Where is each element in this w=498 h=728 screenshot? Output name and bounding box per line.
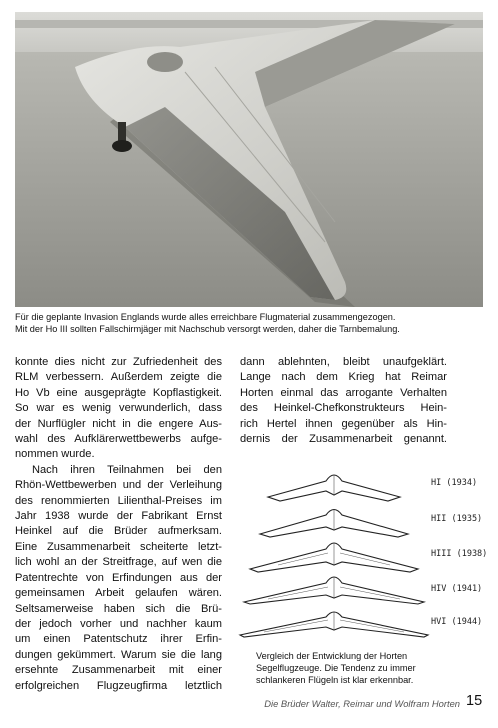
text-line: des Heinkel-Chefkonstrukteurs Hein- — [240, 402, 447, 415]
planform-label: HIV (1941) — [431, 584, 483, 594]
paragraph — [15, 355, 222, 463]
caption-line: Für die geplante Invasion Englands wurde alles erreichbare Flugmaterial zusammengezogen. — [15, 312, 396, 322]
text-line: Jahr 1938 wurde der Fabrikant Ernst — [15, 510, 222, 523]
aircraft-photo — [15, 12, 483, 307]
text-line: Patentrechte von Erfindungen aus der — [15, 571, 222, 584]
diagram-caption — [256, 651, 466, 686]
text-line: Eine Zusammenarbeit scheiterte letzt- — [15, 540, 222, 553]
text-line: Horten einmal das arrogante Verhalten — [240, 386, 447, 399]
text-line: Ho Vb eine ausgeprägte Kopflastigkeit. — [15, 386, 222, 399]
planform-label: HVI (1944) — [431, 617, 483, 627]
left-column — [15, 355, 222, 694]
text-line: nommen wurde. — [15, 448, 95, 461]
paragraph — [240, 355, 447, 447]
text-line: um einen Patentschutz ihrer Erfin- — [15, 633, 222, 646]
text-line: dungen gekümmert. Warum sie die lang — [15, 648, 222, 661]
caption-line: Segelflugzeuge. Die Tendenz zu immer — [256, 662, 416, 673]
text-line: Heinkel auf die Brüder aufmerksam. — [15, 525, 222, 538]
text-line: der Nurflügler nicht in die engere Aus- — [15, 417, 222, 430]
text-line: der jedoch vorher und nachher kaum — [15, 617, 222, 630]
page-number: 15 — [466, 693, 483, 709]
paragraph — [15, 463, 222, 694]
running-title: Die Brüder Walter, Reimar und Wolfram Horten — [264, 698, 460, 709]
text-line: Rhön-Wettbewerben und der Verleihung — [15, 479, 222, 492]
text-line: Seltsamerweise haben sich die Brü- — [15, 602, 222, 615]
caption-line: Vergleich der Entwicklung der Horten — [256, 651, 408, 661]
wing-planform-diagram — [238, 467, 488, 642]
text-line: dann ablehnten, bleibt unaufgeklärt. — [240, 356, 447, 368]
caption-line: schlankeren Flügeln ist klar erkennbar. — [256, 674, 414, 685]
text-line: wahl des Aufklärerwettbewerbs aufge- — [15, 433, 222, 446]
text-line: des renommierten Lilienthal-Preises im — [15, 494, 222, 507]
caption-line: Mit der Ho III sollten Fallschirmjäger mit Nachschub versorgt werden, daher die Tarnbemalung. — [15, 324, 400, 335]
planform-label: HIII (1938) — [431, 549, 488, 559]
text-line: So war es wenig verwunderlich, dass — [15, 402, 222, 415]
planform-label: HI (1934) — [431, 478, 478, 488]
text-line: Nach ihren Teilnahmen bei den — [32, 463, 222, 476]
text-line: rich Hertel ihnen gegenüber als Hin- — [240, 417, 447, 430]
text-line: Lange nach dem Krieg hat Reimar — [240, 371, 447, 384]
text-line: erfolgreichen Flugzeugfirma letztlich — [15, 679, 222, 692]
photo-caption — [15, 311, 485, 336]
text-line: konnte dies nicht zur Zufriedenheit des — [15, 356, 222, 368]
right-column — [240, 355, 447, 447]
text-line: RLM verbessern. Außerdem zeigte die — [15, 371, 222, 384]
text-line: lich wohl an der Streitfrage, auf wen die — [15, 556, 222, 569]
text-line: dernis der Zusammenarbeit genannt. — [240, 433, 447, 446]
planform-label: HII (1935) — [431, 514, 483, 524]
text-line: ersehnte Zusammenarbeit mit einer — [15, 664, 222, 677]
text-line: gemeinsamen Arbeit gelaufen wären. — [15, 587, 222, 600]
